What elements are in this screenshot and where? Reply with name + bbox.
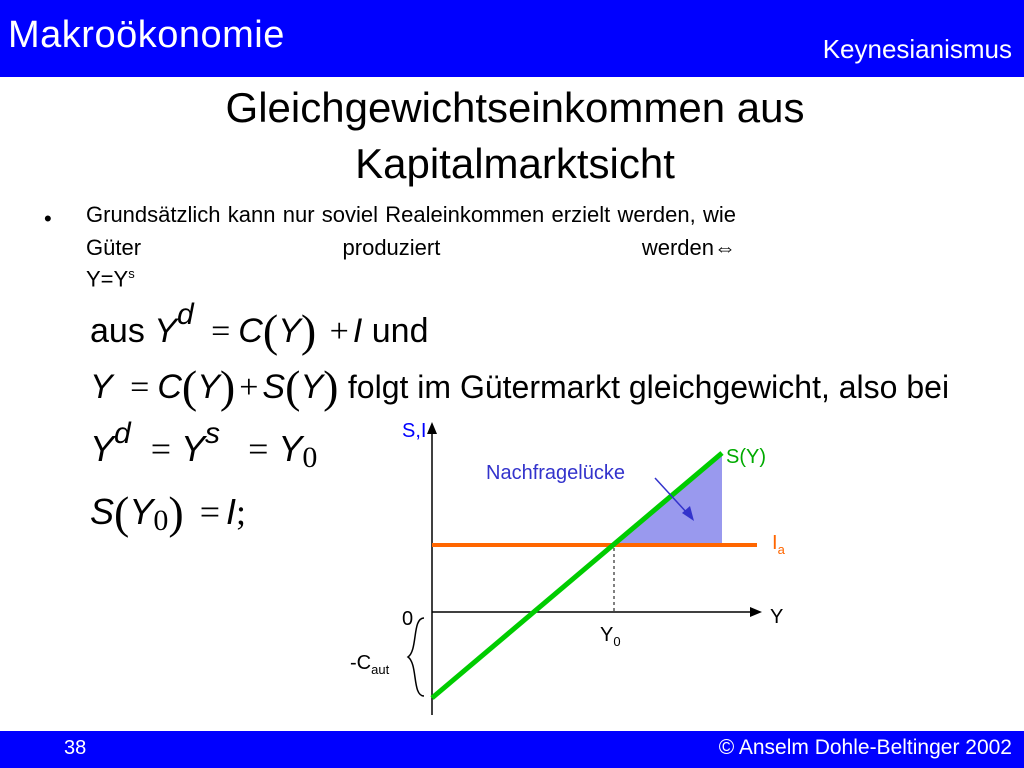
investment-label-base: I [772,532,778,554]
footer-bar [0,731,1024,768]
eq4-i: I [226,491,237,532]
eq1-equals: = [211,313,231,350]
eq2-equals: = [130,369,150,406]
intercept-label-base: -C [350,652,372,674]
course-title: Makroökonomie [8,14,285,56]
eq4-s: S [90,491,115,532]
eq1-lhs-sup: d [176,298,194,331]
eq2-post: folgt im Gütermarkt gleichgewicht, also bei [347,369,950,405]
origin-label: 0 [402,608,414,630]
intercept-label-sub: aut [371,662,390,677]
slide-title-line2: Kapitalmarktsicht [355,140,675,187]
eq3-equals-1: = [150,429,172,469]
equilibrium-label [600,624,621,649]
eq3-zero: 0 [302,441,318,474]
eq2-y1: Y [197,368,220,406]
eq3-yd: Y [90,428,115,469]
eq1-pre: aus [90,312,145,350]
eq3-ys: Y [181,428,206,469]
demand-gap-label: Nachfragelücke [486,462,625,484]
equilibrium-label-base: Y [600,624,614,646]
relation-base: Y=Y [86,266,129,292]
investment-label-sub: a [777,542,785,557]
bullet-text: Grundsätzlich kann nur soviel Realeinkommen erzielt werden, wie Güter produziert werden⇔ [86,202,736,260]
y-axis-label: S,I [402,420,427,442]
eq2-y2: Y [300,368,324,406]
eq1-plus: + [329,313,349,350]
eq3-equals-2: = [248,429,269,469]
savings-series-label: S(Y) [726,446,766,468]
equilibrium-label-sub: 0 [613,634,621,649]
slide-title-line1: Gleichgewichtseinkommen aus [225,84,805,131]
eq1-post: und [371,312,429,350]
relation-sup: s [128,266,135,281]
copyright-text: © Anselm Dohle-Beltinger 2002 [718,736,1012,759]
page-number: 38 [64,737,87,759]
investment-series-label [772,532,785,557]
equation-2: Y = C(Y) + S(Y) folgt im Gütermarkt gleichgewicht, also bei [90,361,950,412]
eq4-zero: 0 [153,504,169,537]
eq1-c: C [238,312,263,350]
eq1-y: Y [278,312,301,350]
bullet-marker: • [44,206,52,231]
eq1-lhs: Y [154,312,177,350]
eq2-lhs: Y [90,368,113,406]
eq3-d: d [114,417,131,450]
eq4-equals: = [199,492,221,532]
equation-4: S(Y0) = I; [90,487,247,538]
eq1-i: I [352,312,363,350]
savings-line [432,453,722,698]
eq3-y0: Y [278,428,303,469]
topic-label: Keynesianismus [822,34,1012,64]
eq2-s: S [262,368,286,406]
x-axis-arrow [750,607,762,617]
intercept-label [350,652,389,677]
eq2-plus: + [239,369,259,406]
eq4-semicolon: ; [236,492,247,532]
eq4-y: Y [129,491,154,532]
x-axis-label: Y [770,606,784,628]
eq3-s: s [205,417,221,450]
equation-1: aus Yd = C(Y) + I und [90,298,429,356]
y-axis-arrow [427,422,437,434]
eq2-c: C [157,368,182,406]
